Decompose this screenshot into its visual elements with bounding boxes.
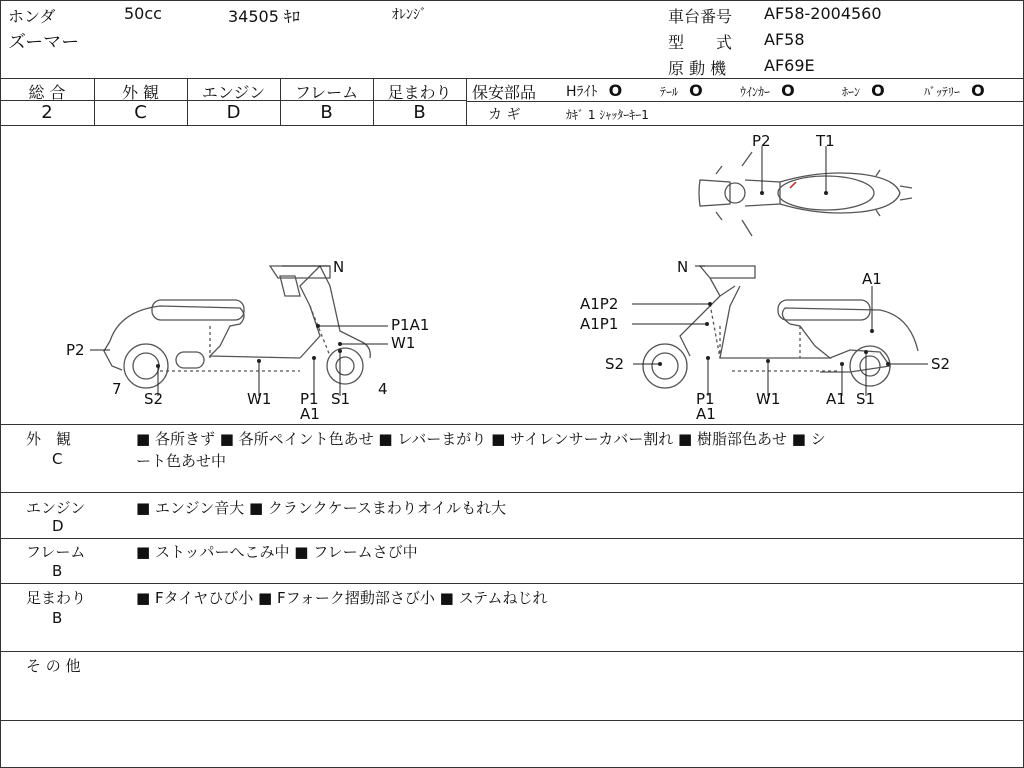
frame-grade: B xyxy=(320,102,333,123)
diagram-label: S2 xyxy=(931,355,951,373)
note-grade-engine: D xyxy=(52,517,64,535)
engine-label: 原 動 機 xyxy=(668,59,727,78)
model-name: ズーマー xyxy=(8,32,80,53)
safety-item-name: Hﾗｲﾄ xyxy=(566,84,598,100)
engine-grade-label: エンジン xyxy=(201,83,266,102)
notes-top-line xyxy=(0,424,1024,425)
diagram-label: W1 xyxy=(756,390,781,408)
diagram-label: A1 xyxy=(862,270,882,288)
diagram-label: S2 xyxy=(144,390,164,408)
safety-item-mark: O xyxy=(871,81,885,100)
scooter-left-view xyxy=(104,266,370,388)
safety-label: 保安部品 xyxy=(472,83,537,102)
diagram-label: N xyxy=(333,258,345,276)
scooter-top-view xyxy=(699,152,912,236)
safety-mid-line xyxy=(466,101,1024,102)
diagram-label: P2 xyxy=(66,341,85,359)
diagram-label: P1A1 xyxy=(391,316,430,334)
note-grade-frame: B xyxy=(52,562,63,580)
safety-item-name: ﾊﾞｯﾃﾘｰ xyxy=(924,85,961,99)
diagram-label: N xyxy=(677,258,689,276)
diagram-label: 4 xyxy=(378,380,388,398)
safety-item xyxy=(842,81,885,100)
note-label-other: そ の 他 xyxy=(26,657,81,675)
note-text-exterior-cont: ート色あせ中 xyxy=(136,452,227,470)
type-label: 型 式 xyxy=(668,33,733,52)
overall-label: 総 合 xyxy=(28,83,66,102)
frame-no: AF58-2004560 xyxy=(764,4,882,23)
maker: ホンダ xyxy=(8,7,56,26)
note-label-frame: フレーム xyxy=(26,543,86,561)
note-text-frame: ■ ストッパーへこみ中 ■ フレームさび中 xyxy=(136,543,418,561)
diagram-label: P2 xyxy=(752,132,771,150)
suspension-label: 足まわり xyxy=(387,83,452,102)
grades-top-line xyxy=(0,78,1024,79)
key-label: カ ギ xyxy=(488,107,521,123)
note-text-suspension: ■ Fタイヤひび小 ■ Fフォーク摺動部さび小 ■ ステムねじれ xyxy=(136,589,548,607)
safety-item xyxy=(740,81,795,100)
note-text-exterior: ■ 各所きず ■ 各所ペイント色あせ ■ レバーまがり ■ サイレンサーカバー割れ ■ 樹脂部色あせ ■ シ xyxy=(136,430,826,448)
grade-col-sep xyxy=(466,78,467,125)
displacement: 50cc xyxy=(124,4,162,23)
note-text-engine: ■ エンジン音大 ■ クランクケースまわりオイルもれ大 xyxy=(136,499,507,517)
diagram-label: S1 xyxy=(856,390,876,408)
note-label-suspension: 足まわり xyxy=(26,589,87,607)
note-grade-suspension: B xyxy=(52,609,63,627)
safety-item xyxy=(566,81,622,101)
diagram-label: A1 xyxy=(696,405,716,423)
note-grade-exterior: C xyxy=(52,450,63,468)
safety-item-mark: O xyxy=(971,81,985,100)
notes-sep xyxy=(0,492,1024,493)
safety-item xyxy=(660,81,703,100)
notes-sep xyxy=(0,651,1024,652)
frame-no-label: 車台番号 xyxy=(668,7,733,26)
diagram-label: W1 xyxy=(247,390,272,408)
type-value: AF58 xyxy=(764,30,805,49)
diagram-label: P1 xyxy=(300,390,319,408)
safety-item-mark: O xyxy=(608,81,623,100)
safety-item-mark: O xyxy=(689,81,703,100)
notes-sep xyxy=(0,720,1024,721)
diagram-label: S2 xyxy=(605,355,625,373)
safety-item-name: ﾎｰﾝ xyxy=(842,85,861,99)
note-label-engine: エンジン xyxy=(26,499,86,517)
exterior-label: 外 観 xyxy=(121,83,160,102)
key-value: ｶｷﾞ 1 ｼｬｯﾀｰｷｰ1 xyxy=(566,108,649,122)
diagram-label: P1 xyxy=(696,390,715,408)
notes-sep xyxy=(0,538,1024,539)
diagram-label: T1 xyxy=(816,132,835,150)
safety-item-name: ﾃｰﾙ xyxy=(660,85,679,99)
diagram-label: A1 xyxy=(826,390,846,408)
frame-grade-label: フレーム xyxy=(294,83,359,102)
diagram-label: A1P1 xyxy=(580,315,619,333)
safety-item xyxy=(924,81,985,100)
diagram-label: S1 xyxy=(331,390,351,408)
overall-grade: 2 xyxy=(41,102,53,123)
color: ｵﾚﾝｼﾞ xyxy=(392,7,427,23)
engine-grade: D xyxy=(226,102,241,123)
diagram-label: A1 xyxy=(300,405,320,423)
scooter-diagram xyxy=(0,126,1024,424)
safety-item-name: ｳｲﾝｶｰ xyxy=(740,85,771,99)
exterior-grade: C xyxy=(134,102,147,123)
suspension-grade: B xyxy=(413,102,426,123)
diagram-label: W1 xyxy=(391,334,416,352)
notes-sep xyxy=(0,583,1024,584)
safety-item-mark: O xyxy=(781,81,795,100)
mileage: 34505 ｷﾛ xyxy=(228,7,300,26)
note-label-exterior: 外 観 xyxy=(26,430,72,448)
diagram-label: 7 xyxy=(112,380,122,398)
diagram-label: A1P2 xyxy=(580,295,619,313)
engine-value: AF69E xyxy=(764,56,815,75)
